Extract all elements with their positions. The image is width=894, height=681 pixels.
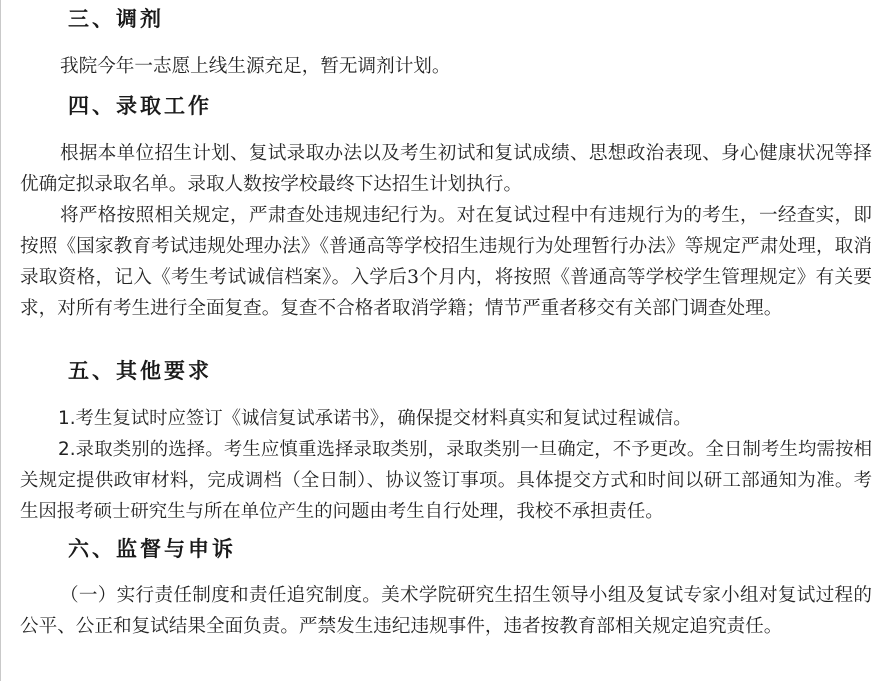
section-heading-other-requirements: 五、其他要求 bbox=[68, 358, 212, 383]
page-border bbox=[0, 0, 1, 681]
paragraph-admission-violations: 将严格按照相关规定，严肃查处违规违纪行为。对在复试过程中有违规行为的考生，一经查实，即按照《国家教育考试违规处理办法》《普通高等学校招生违规行为处理暂行办法》等规定严肃处理，取消录取资格，记入《考生考试诚信档案》。入学后3个月内，将按照《普通高等学校学生管理规定》有关要求，对所有考生进行全面复查。复查不合格者取消学籍；情节严重者移交有关部门调查处理。 bbox=[20, 205, 872, 319]
paragraph-integrity-pledge: 1.考生复试时应签订《诚信复试承诺书》，确保提交材料真实和复试过程诚信。 bbox=[58, 408, 692, 429]
paragraph-adjustment: 我院今年一志愿上线生源充足，暂无调剂计划。 bbox=[60, 56, 451, 77]
paragraph-admission-category: 2.录取类别的选择。考生应慎重选择录取类别，录取类别一旦确定，不予更改。全日制考生均需按相关规定提供政审材料，完成调档（全日制）、协议签订事项。具体提交方式和时间以研工部通知为准。考生因报考硕士研究生与所在单位产生的问题由考生自行处理，我校不承担责任。 bbox=[20, 439, 872, 522]
paragraph-responsibility: （一）实行责任制度和责任追究制度。美术学院研究生招生领导小组及复试专家小组对复试过程的公平、公正和复试结果全面负责。严禁发生违纪违规事件，违者按教育部相关规定追究责任。 bbox=[20, 585, 872, 637]
section-heading-adjustment: 三、调剂 bbox=[68, 6, 164, 31]
section-heading-supervision: 六、监督与申诉 bbox=[68, 536, 236, 561]
paragraph-admission-basis: 根据本单位招生计划、复试录取办法以及考生初试和复试成绩、思想政治表现、身心健康状况等择优确定拟录取名单。录取人数按学校最终下达招生计划执行。 bbox=[20, 143, 872, 195]
section-heading-admission: 四、录取工作 bbox=[68, 93, 212, 118]
